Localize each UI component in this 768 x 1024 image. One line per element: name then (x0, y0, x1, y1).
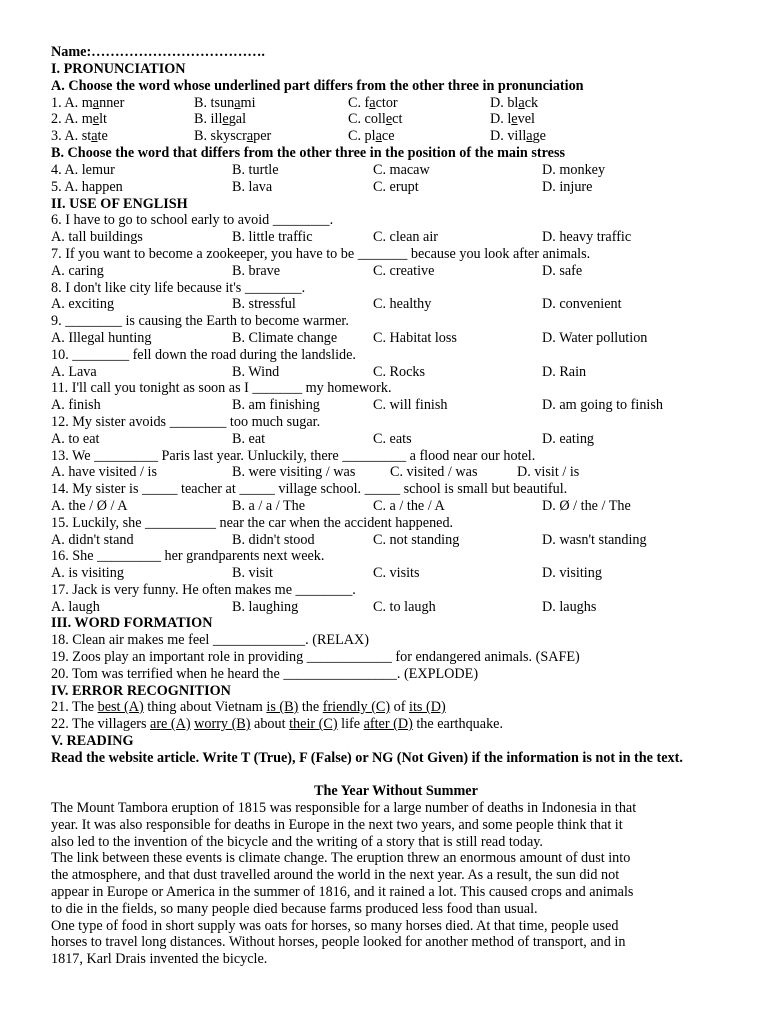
option: C. macaw (373, 162, 430, 178)
instruction-pronunciation-a: A. Choose the word whose underlined part differs from the other three in pronunciation (51, 78, 584, 94)
option: A. caring (51, 263, 104, 279)
option: B. didn't stood (232, 532, 315, 548)
question-text: 12. My sister avoids ________ too much sugar. (51, 414, 321, 430)
option: B. am finishing (232, 397, 320, 413)
option: A. Lava (51, 364, 97, 380)
question-text: 10. ________ fell down the road during the landslide. (51, 347, 356, 363)
option: D. visiting (542, 565, 602, 581)
option: A. tall buildings (51, 229, 143, 245)
option: D. visit / is (517, 464, 580, 480)
question-text: 8. I don't like city life because it's ________. (51, 280, 306, 296)
options-row (51, 296, 731, 313)
option: D. safe (542, 263, 583, 279)
error-item: 22. The villagers are (A) worry (B) about their (C) life after (D) the earthquake. (51, 716, 504, 732)
question-text: 7. If you want to become a zookeeper, you have to be _______ because you look after animals. (51, 246, 591, 262)
option: A. finish (51, 397, 101, 413)
option: A. exciting (51, 296, 115, 312)
option: C. clean air (373, 229, 438, 245)
option: B. lava (232, 179, 273, 195)
options-row (51, 229, 731, 246)
option: D. Rain (542, 364, 587, 380)
option: C. visits (373, 565, 420, 581)
option: C. eats (373, 431, 412, 447)
option: D. monkey (542, 162, 606, 178)
option: 4. A. lemur (51, 162, 115, 178)
option: B. were visiting / was (232, 464, 356, 480)
question-row-3: 3. A. state B. skyscraper C. place D. village (51, 128, 546, 144)
word-formation-item: 18. Clean air makes me feel _____________. (RELAX) (51, 632, 369, 648)
reading-line: 1817, Karl Drais invented the bicycle. (51, 951, 268, 967)
option: B. stressful (232, 296, 296, 312)
reading-title: The Year Without Summer (314, 783, 478, 799)
option: B. little traffic (232, 229, 313, 245)
option: B. eat (232, 431, 266, 447)
reading-line: One type of food in short supply was oats for horses, so many horses died. At that time, people used (51, 918, 619, 934)
option: A. is visiting (51, 565, 124, 581)
options-row (51, 263, 731, 280)
option: C. to laugh (373, 599, 436, 615)
options-row (51, 532, 731, 549)
reading-line: appear in Europe or America in the summer of 1816, and it rained a lot. This caused crops and animals (51, 884, 634, 900)
option: D. convenient (542, 296, 622, 312)
option: C. a / the / A (373, 498, 445, 514)
options-row (51, 397, 731, 414)
question-row-2: 2. A. melt B. illegal C. collect D. level (51, 111, 535, 127)
option: C. visited / was (390, 464, 478, 480)
options-row (51, 599, 731, 616)
question-text: 14. My sister is _____ teacher at _____ village school. _____ school is small but beautiful. (51, 481, 568, 497)
option: A. to eat (51, 431, 100, 447)
option: B. visit (232, 565, 273, 581)
section-heading-use-of-english: II. USE OF ENGLISH (51, 196, 188, 212)
option: C. erupt (373, 179, 419, 195)
option: D. eating (542, 431, 595, 447)
section-heading-reading: V. READING (51, 733, 134, 749)
options-row (51, 565, 731, 582)
option: D. Water pollution (542, 330, 648, 346)
option: A. didn't stand (51, 532, 134, 548)
word-formation-item: 19. Zoos play an important role in providing ____________ for endangered animals. (SAFE) (51, 649, 580, 665)
option: D. am going to finish (542, 397, 663, 413)
option: C. Rocks (373, 364, 426, 380)
option: A. laugh (51, 599, 100, 615)
question-row-4 (51, 162, 731, 179)
option: D. heavy traffic (542, 229, 632, 245)
reading-line: also led to the invention of the bicycle and the writing of a story that is still read today. (51, 834, 543, 850)
option: C. creative (373, 263, 435, 279)
reading-line: The Mount Tambora eruption of 1815 was responsible for a large number of deaths in Indonesia in that (51, 800, 637, 816)
section-heading-word-formation: III. WORD FORMATION (51, 615, 213, 631)
option: B. turtle (232, 162, 279, 178)
option: B. Climate change (232, 330, 338, 346)
option: A. have visited / is (51, 464, 157, 480)
reading-line: the atmosphere, and that dust travelled around the world in the next year. As a result, the sun did not (51, 867, 620, 883)
option: A. the / Ø / A (51, 498, 128, 514)
question-row-5 (51, 179, 731, 196)
section-heading-error-recognition: IV. ERROR RECOGNITION (51, 683, 231, 699)
option: A. Illegal hunting (51, 330, 152, 346)
reading-line: to die in the fields, so many people died because farms produced less food than usual. (51, 901, 538, 917)
options-row (51, 364, 731, 381)
instruction-pronunciation-b: B. Choose the word that differs from the other three in the position of the main stress (51, 145, 565, 161)
reading-line: The link between these events is climate change. The eruption threw an enormous amount of dust into (51, 850, 631, 866)
option: C. healthy (373, 296, 432, 312)
instruction-reading: Read the website article. Write T (True), F (False) or NG (Not Given) if the information is not in the text. (51, 750, 683, 766)
option: 5. A. happen (51, 179, 123, 195)
options-row (51, 498, 731, 515)
question-row-1: 1. A. manner B. tsunami C. factor D. black (51, 95, 539, 111)
option: D. injure (542, 179, 593, 195)
question-text: 17. Jack is very funny. He often makes me ________. (51, 582, 356, 598)
question-text: 11. I'll call you tonight as soon as I _______ my homework. (51, 380, 392, 396)
word-formation-item: 20. Tom was terrified when he heard the ________________. (EXPLODE) (51, 666, 479, 682)
option: D. wasn't standing (542, 532, 647, 548)
section-heading-pronunciation: I. PRONUNCIATION (51, 61, 186, 77)
question-text: 13. We _________ Paris last year. Unluckily, there _________ a flood near our hotel. (51, 448, 536, 464)
reading-line: year. It was also responsible for deaths in Europe in the next two years, and some people think that it (51, 817, 623, 833)
question-text: 15. Luckily, she __________ near the car when the accident happened. (51, 515, 454, 531)
option: C. Habitat loss (373, 330, 457, 346)
options-row (51, 431, 731, 448)
error-item: 21. The best (A) thing about Vietnam is (B) the friendly (C) of its (D) (51, 699, 446, 715)
option: C. will finish (373, 397, 448, 413)
question-text: 6. I have to go to school early to avoid ________. (51, 212, 334, 228)
question-text: 9. ________ is causing the Earth to become warmer. (51, 313, 349, 329)
options-row (51, 330, 731, 347)
question-text: 16. She _________ her grandparents next week. (51, 548, 325, 564)
name-field-label: Name:………………………………. (51, 44, 265, 60)
option: B. Wind (232, 364, 280, 380)
options-row (51, 464, 731, 481)
option: B. a / a / The (232, 498, 306, 514)
option: B. laughing (232, 599, 299, 615)
option: B. brave (232, 263, 281, 279)
option: D. laughs (542, 599, 597, 615)
option: C. not standing (373, 532, 460, 548)
reading-line: horses to travel long distances. Without horses, people looked for another method of transport, and in (51, 934, 626, 950)
option: D. Ø / the / The (542, 498, 631, 514)
